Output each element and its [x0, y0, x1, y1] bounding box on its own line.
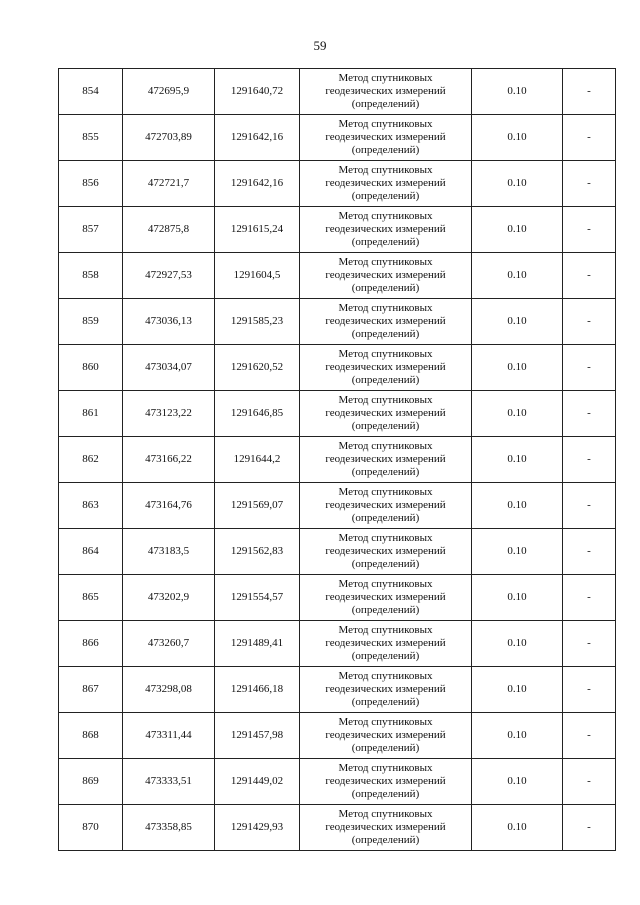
note-cell: - [563, 621, 616, 667]
accuracy-cell: 0.10 [472, 575, 563, 621]
accuracy-cell: 0.10 [472, 299, 563, 345]
method-line: Метод спутниковых [338, 440, 433, 452]
method-cell [300, 713, 472, 759]
method-line: геодезических измерений [325, 499, 446, 511]
y-coordinate-cell: 1291642,16 [215, 161, 300, 207]
accuracy-cell: 0.10 [472, 345, 563, 391]
table-row [59, 437, 616, 483]
table-row [59, 483, 616, 529]
table-row [59, 713, 616, 759]
method-line: Метод спутниковых [338, 348, 433, 360]
accuracy-cell: 0.10 [472, 667, 563, 713]
method-line: геодезических измерений [325, 545, 446, 557]
method-line: Метод спутниковых [338, 486, 433, 498]
method-line: (определений) [351, 834, 420, 846]
point-number-cell: 859 [59, 299, 123, 345]
table-row [59, 529, 616, 575]
method-line: Метод спутниковых [338, 716, 433, 728]
method-cell [300, 161, 472, 207]
accuracy-cell: 0.10 [472, 713, 563, 759]
note-cell: - [563, 667, 616, 713]
method-cell [300, 391, 472, 437]
note-cell: - [563, 345, 616, 391]
note-cell: - [563, 805, 616, 851]
y-coordinate-cell: 1291569,07 [215, 483, 300, 529]
method-line: Метод спутниковых [338, 210, 433, 222]
table-row [59, 345, 616, 391]
method-line: (определений) [351, 374, 420, 386]
method-line: геодезических измерений [325, 361, 446, 373]
x-coordinate-cell: 473183,5 [123, 529, 215, 575]
method-line: (определений) [351, 742, 420, 754]
table-row [59, 759, 616, 805]
method-line: Метод спутниковых [338, 808, 433, 820]
method-line: Метод спутниковых [338, 624, 433, 636]
table-row [59, 805, 616, 851]
point-number-cell: 862 [59, 437, 123, 483]
note-cell: - [563, 483, 616, 529]
point-number-cell: 866 [59, 621, 123, 667]
point-number-cell: 854 [59, 69, 123, 115]
method-line: геодезических измерений [325, 85, 446, 97]
method-line: Метод спутниковых [338, 762, 433, 774]
method-line: геодезических измерений [325, 775, 446, 787]
method-line: геодезических измерений [325, 821, 446, 833]
y-coordinate-cell: 1291644,2 [215, 437, 300, 483]
method-line: геодезических измерений [325, 683, 446, 695]
method-line: геодезических измерений [325, 407, 446, 419]
accuracy-cell: 0.10 [472, 69, 563, 115]
note-cell: - [563, 713, 616, 759]
x-coordinate-cell: 473260,7 [123, 621, 215, 667]
method-line: геодезических измерений [325, 269, 446, 281]
method-cell [300, 345, 472, 391]
x-coordinate-cell: 473123,22 [123, 391, 215, 437]
y-coordinate-cell: 1291642,16 [215, 115, 300, 161]
y-coordinate-cell: 1291466,18 [215, 667, 300, 713]
note-cell: - [563, 69, 616, 115]
table-row [59, 69, 616, 115]
table-row [59, 667, 616, 713]
method-cell [300, 207, 472, 253]
y-coordinate-cell: 1291640,72 [215, 69, 300, 115]
y-coordinate-cell: 1291457,98 [215, 713, 300, 759]
accuracy-cell: 0.10 [472, 483, 563, 529]
y-coordinate-cell: 1291604,5 [215, 253, 300, 299]
method-line: Метод спутниковых [338, 532, 433, 544]
note-cell: - [563, 437, 616, 483]
method-line: (определений) [351, 144, 420, 156]
accuracy-cell: 0.10 [472, 759, 563, 805]
x-coordinate-cell: 473164,76 [123, 483, 215, 529]
point-number-cell: 870 [59, 805, 123, 851]
table-row [59, 299, 616, 345]
method-line: Метод спутниковых [338, 578, 433, 590]
point-number-cell: 855 [59, 115, 123, 161]
point-number-cell: 863 [59, 483, 123, 529]
point-number-cell: 857 [59, 207, 123, 253]
method-line: (определений) [351, 650, 420, 662]
method-line: (определений) [351, 558, 420, 570]
note-cell: - [563, 115, 616, 161]
method-cell [300, 805, 472, 851]
method-line: (определений) [351, 236, 420, 248]
note-cell: - [563, 207, 616, 253]
coordinates-table-body [59, 69, 616, 851]
method-cell [300, 437, 472, 483]
method-cell [300, 253, 472, 299]
method-cell [300, 759, 472, 805]
accuracy-cell: 0.10 [472, 437, 563, 483]
accuracy-cell: 0.10 [472, 161, 563, 207]
x-coordinate-cell: 473298,08 [123, 667, 215, 713]
accuracy-cell: 0.10 [472, 621, 563, 667]
accuracy-cell: 0.10 [472, 529, 563, 575]
method-line: геодезических измерений [325, 315, 446, 327]
method-line: (определений) [351, 328, 420, 340]
note-cell: - [563, 529, 616, 575]
x-coordinate-cell: 472875,8 [123, 207, 215, 253]
point-number-cell: 869 [59, 759, 123, 805]
x-coordinate-cell: 473311,44 [123, 713, 215, 759]
table-row [59, 161, 616, 207]
method-cell [300, 575, 472, 621]
y-coordinate-cell: 1291429,93 [215, 805, 300, 851]
method-cell [300, 483, 472, 529]
x-coordinate-cell: 473036,13 [123, 299, 215, 345]
method-line: геодезических измерений [325, 453, 446, 465]
method-line: (определений) [351, 512, 420, 524]
method-cell [300, 667, 472, 713]
method-line: Метод спутниковых [338, 256, 433, 268]
method-line: геодезических измерений [325, 729, 446, 741]
table-row [59, 253, 616, 299]
note-cell: - [563, 253, 616, 299]
method-cell [300, 115, 472, 161]
method-line: геодезических измерений [325, 637, 446, 649]
point-number-cell: 867 [59, 667, 123, 713]
accuracy-cell: 0.10 [472, 115, 563, 161]
method-line: Метод спутниковых [338, 118, 433, 130]
method-line: геодезических измерений [325, 177, 446, 189]
method-line: (определений) [351, 604, 420, 616]
method-line: (определений) [351, 788, 420, 800]
method-line: Метод спутниковых [338, 394, 433, 406]
method-line: (определений) [351, 98, 420, 110]
x-coordinate-cell: 473333,51 [123, 759, 215, 805]
method-line: геодезических измерений [325, 131, 446, 143]
x-coordinate-cell: 472695,9 [123, 69, 215, 115]
point-number-cell: 864 [59, 529, 123, 575]
y-coordinate-cell: 1291489,41 [215, 621, 300, 667]
y-coordinate-cell: 1291554,57 [215, 575, 300, 621]
x-coordinate-cell: 472721,7 [123, 161, 215, 207]
point-number-cell: 868 [59, 713, 123, 759]
coordinates-table [58, 68, 616, 851]
method-line: (определений) [351, 466, 420, 478]
table-row [59, 575, 616, 621]
method-line: (определений) [351, 696, 420, 708]
table-row [59, 115, 616, 161]
method-line: геодезических измерений [325, 591, 446, 603]
method-line: Метод спутниковых [338, 72, 433, 84]
table-row [59, 391, 616, 437]
method-line: (определений) [351, 190, 420, 202]
method-cell [300, 621, 472, 667]
method-line: геодезических измерений [325, 223, 446, 235]
x-coordinate-cell: 472927,53 [123, 253, 215, 299]
x-coordinate-cell: 473358,85 [123, 805, 215, 851]
y-coordinate-cell: 1291646,85 [215, 391, 300, 437]
method-cell [300, 299, 472, 345]
note-cell: - [563, 759, 616, 805]
accuracy-cell: 0.10 [472, 391, 563, 437]
table-row [59, 621, 616, 667]
note-cell: - [563, 161, 616, 207]
y-coordinate-cell: 1291562,83 [215, 529, 300, 575]
x-coordinate-cell: 472703,89 [123, 115, 215, 161]
point-number-cell: 861 [59, 391, 123, 437]
note-cell: - [563, 575, 616, 621]
point-number-cell: 865 [59, 575, 123, 621]
method-line: Метод спутниковых [338, 164, 433, 176]
method-line: (определений) [351, 282, 420, 294]
x-coordinate-cell: 473166,22 [123, 437, 215, 483]
point-number-cell: 856 [59, 161, 123, 207]
y-coordinate-cell: 1291449,02 [215, 759, 300, 805]
method-line: Метод спутниковых [338, 670, 433, 682]
note-cell: - [563, 299, 616, 345]
accuracy-cell: 0.10 [472, 805, 563, 851]
y-coordinate-cell: 1291620,52 [215, 345, 300, 391]
method-line: (определений) [351, 420, 420, 432]
method-cell [300, 69, 472, 115]
y-coordinate-cell: 1291585,23 [215, 299, 300, 345]
accuracy-cell: 0.10 [472, 207, 563, 253]
method-line: Метод спутниковых [338, 302, 433, 314]
point-number-cell: 860 [59, 345, 123, 391]
table-row [59, 207, 616, 253]
point-number-cell: 858 [59, 253, 123, 299]
method-cell [300, 529, 472, 575]
accuracy-cell: 0.10 [472, 253, 563, 299]
x-coordinate-cell: 473202,9 [123, 575, 215, 621]
x-coordinate-cell: 473034,07 [123, 345, 215, 391]
note-cell: - [563, 391, 616, 437]
y-coordinate-cell: 1291615,24 [215, 207, 300, 253]
page-number: 59 [313, 38, 327, 53]
